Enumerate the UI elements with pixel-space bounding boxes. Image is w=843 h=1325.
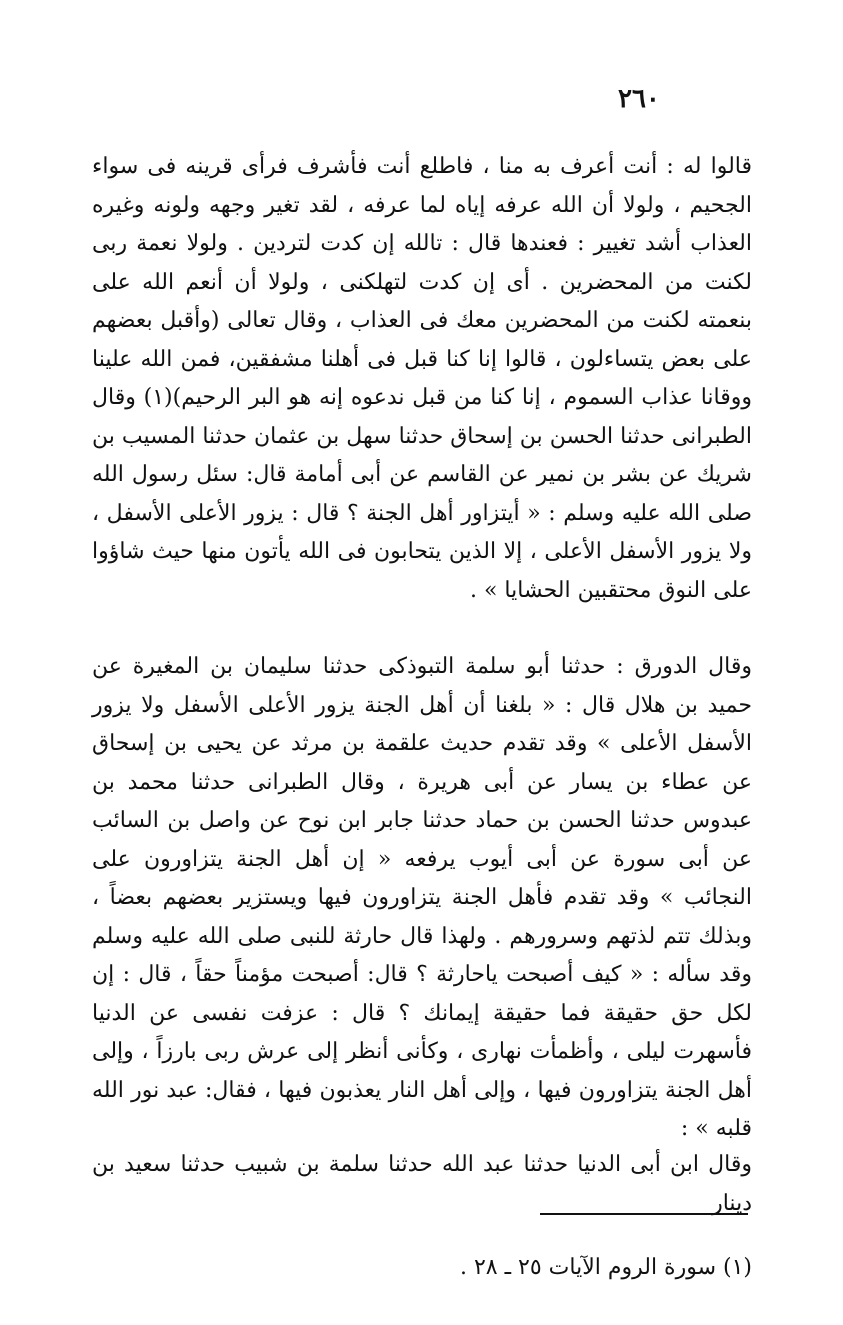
footnote: (١) سورة الروم الآيات ٢٥ ـ ٢٨ . <box>459 1255 752 1280</box>
body-paragraph <box>92 648 752 1149</box>
body-paragraph <box>92 148 752 610</box>
paragraph-text: قالوا له : أنت أعرف به منا ، فاطلع أنت فأشرف فرأى قرينه فى سواء الجحيم ، ولولا أن الله عرفه إياه لما عرفه ، لقد تغير وجهه ولونه وغيره العذاب أشد تغيير : فعندها قال : تالله إن كدت لتردين . ولولا نعمة ربى لكنت من المحضرين . أى إن كدت لتهلكنى ، ولولا أن أنعم الله على بنعمته لكنت من المحضرين معك فى العذاب ، وقال تعالى (وأقبل بعضهم على بعض يتساءلون ، قالوا إنا كنا قبل فى أهلنا مشفقين، فمن الله علينا ووقانا عذاب السموم ، إنا كنا من قبل ندعوه إنه هو البر الرحيم)(١) وقال الطبرانى حدثنا الحسن بن إسحاق حدثنا سهل بن عثمان حدثنا المسيب بن شريك عن بشر بن نمير عن القاسم عن أبى أمامة قال: سئل رسول الله صلى الله عليه وسلم : « أيتزاور أهل الجنة ؟ قال : يزور الأعلى الأسفل ، ولا يزور الأسفل الأعلى ، إلا الذين يتحابون فى الله يأتون منها حيث شاؤوا على النوق محتقبين الحشايا » . <box>92 154 753 603</box>
body-paragraph <box>92 1146 752 1223</box>
page-number: ٢٦٠ <box>618 84 660 114</box>
footnote-divider <box>540 1213 748 1215</box>
paragraph-text: وقال الدورق : حدثنا أبو سلمة التبوذكى حدثنا سليمان بن المغيرة عن حميد بن هلال قال : « بلغنا أن أهل الجنة يزور الأعلى الأسفل ولا يزور الأسفل الأعلى » وقد تقدم حديث علقمة بن مرثد عن يحيى بن إسحاق عن عطاء بن يسار عن أبى هريرة ، وقال الطبرانى حدثنا محمد بن عبدوس حدثنا الحسن بن حماد حدثنا جابر ابن نوح عن واصل بن السائب عن أبى سورة عن أبى أيوب يرفعه « إن أهل الجنة يتزاورون على النجائب » وقد تقدم فأهل الجنة يتزاورون فيها ويستزير بعضهم بعضاً ، وبذلك تتم لذتهم وسرورهم . ولهذا قال حارثة للنبى صلى الله عليه وسلم وقد سأله : « كيف أصبحت ياحارثة ؟ قال: أصبحت مؤمناً حقاً ، قال : إن لكل حق حقيقة فما حقيقة إيمانك ؟ قال : عزفت نفسى عن الدنيا فأسهرت ليلى ، وأظمأت نهارى ، وكأنى أنظر إلى عرش ربى بارزاً ، وإلى أهل الجنة يتزاورون فيها ، وإلى أهل النار يعذبون فيها ، فقال: عبد نور الله قلبه » : <box>92 654 752 1141</box>
paragraph-text: وقال ابن أبى الدنيا حدثنا عبد الله حدثنا سلمة بن شبيب حدثنا سعيد بن دينار <box>92 1152 752 1216</box>
